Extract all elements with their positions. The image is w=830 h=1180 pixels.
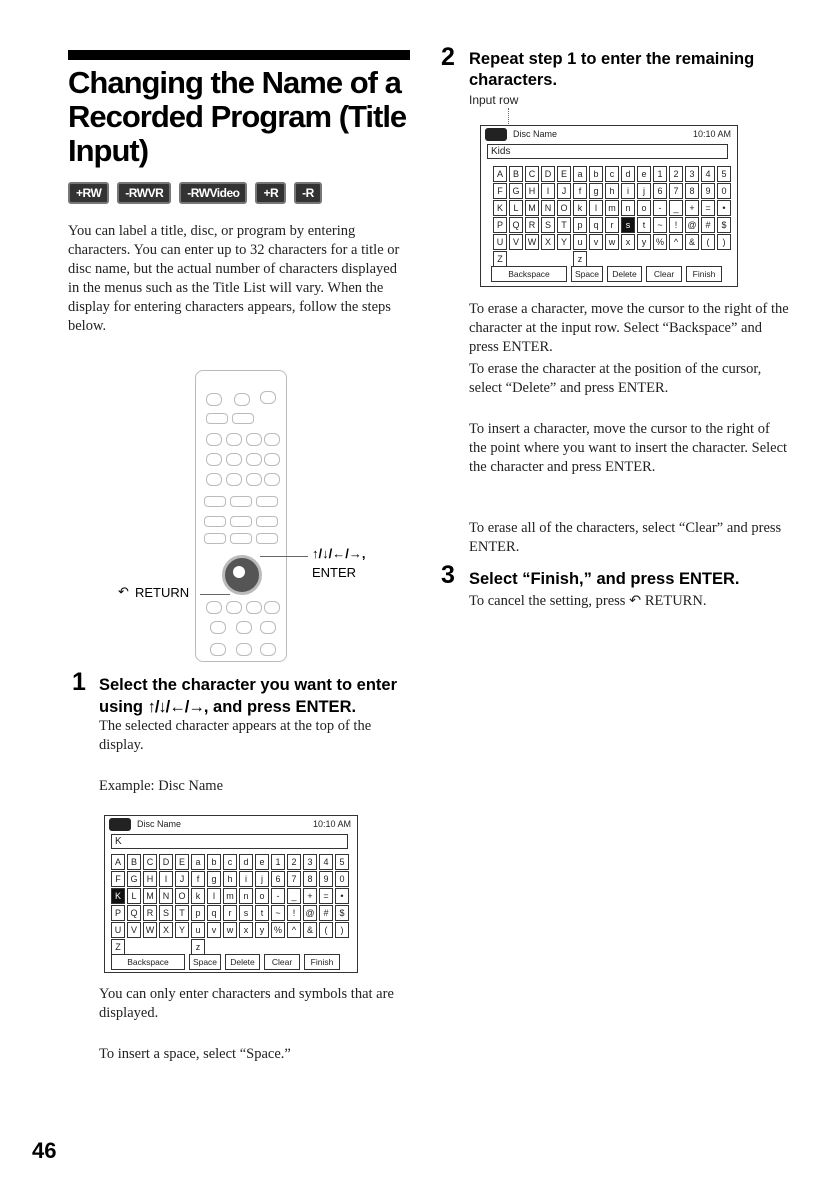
character-key[interactable]: 0 <box>335 871 349 887</box>
character-key[interactable]: _ <box>287 888 301 904</box>
character-key[interactable]: S <box>541 217 555 233</box>
remote-button-icon <box>232 413 254 424</box>
character-key[interactable]: F <box>111 871 125 887</box>
character-key[interactable]: $ <box>717 217 731 233</box>
character-key[interactable]: Y <box>175 922 189 938</box>
character-key[interactable]: ! <box>669 217 683 233</box>
character-key[interactable]: E <box>175 854 189 870</box>
character-key[interactable]: L <box>509 200 523 216</box>
character-key[interactable]: 8 <box>685 183 699 199</box>
character-key[interactable]: T <box>557 217 571 233</box>
character-key[interactable]: Y <box>557 234 571 250</box>
character-key[interactable]: W <box>143 922 157 938</box>
disc-name-screen-example <box>104 815 358 973</box>
character-key[interactable]: g <box>589 183 603 199</box>
character-key[interactable]: % <box>271 922 285 938</box>
character-key[interactable]: = <box>319 888 333 904</box>
character-key[interactable]: # <box>701 217 715 233</box>
character-key[interactable]: h <box>605 183 619 199</box>
character-key[interactable]: 1 <box>653 166 667 182</box>
enter-button-icon <box>233 566 245 578</box>
character-key[interactable]: Z <box>111 939 125 955</box>
character-key[interactable]: b <box>589 166 603 182</box>
character-key[interactable]: n <box>621 200 635 216</box>
step-1-number: 1 <box>72 668 86 696</box>
arrows-enter-callout: ↑/↓/←/→, <box>312 546 366 561</box>
section-rule <box>68 50 410 60</box>
character-key[interactable]: q <box>589 217 603 233</box>
remote-button-icon <box>230 496 252 507</box>
character-key[interactable]: p <box>191 905 205 921</box>
character-key[interactable]: = <box>701 200 715 216</box>
character-key[interactable]: o <box>255 888 269 904</box>
character-key[interactable]: B <box>127 854 141 870</box>
character-grid <box>493 166 731 267</box>
finish-button[interactable]: Finish <box>304 954 340 970</box>
disc-type-badges <box>68 182 322 204</box>
backspace-button[interactable]: Backspace <box>111 954 185 970</box>
character-key[interactable]: ! <box>287 905 301 921</box>
return-callout: RETURN <box>135 585 190 600</box>
character-key[interactable]: J <box>175 871 189 887</box>
character-key[interactable]: R <box>143 905 157 921</box>
character-key[interactable]: & <box>685 234 699 250</box>
character-key[interactable]: ~ <box>653 217 667 233</box>
character-key[interactable]: • <box>717 200 731 216</box>
character-key[interactable]: j <box>255 871 269 887</box>
character-key[interactable]: 4 <box>319 854 333 870</box>
step-2-heading: Repeat step 1 to enter the remaining characters. <box>469 50 755 89</box>
character-key[interactable]: 9 <box>701 183 715 199</box>
intro-paragraph: You can label a title, disc, or program by entering characters. You can enter up to 32 characters for a title or disc name, but the actual number of characters displayed in the menus such as the Title List will vary. When the display for entering characters appears, follow the steps below. <box>68 223 400 334</box>
badge-plus-rw: +RW <box>68 182 109 204</box>
character-key[interactable]: 5 <box>335 854 349 870</box>
character-key[interactable]: V <box>127 922 141 938</box>
character-key[interactable]: J <box>557 183 571 199</box>
step-1-heading-suffix: , and press ENTER. <box>203 698 357 716</box>
remote-button-icon <box>206 473 222 486</box>
character-key[interactable]: u <box>573 234 587 250</box>
remote-button-icon <box>246 433 262 446</box>
character-key[interactable]: A <box>111 854 125 870</box>
character-key[interactable]: g <box>207 871 221 887</box>
character-key[interactable]: # <box>319 905 333 921</box>
character-key[interactable]: r <box>605 217 619 233</box>
remote-button-icon <box>206 453 222 466</box>
character-key[interactable]: 2 <box>287 854 301 870</box>
step-1-body: The selected character appears at the top of the display. <box>99 718 372 753</box>
page-title: Changing the Name of a Recorded Program (Title Input) <box>68 65 407 168</box>
character-key[interactable]: O <box>175 888 189 904</box>
remote-button-icon <box>260 621 276 634</box>
character-key[interactable]: H <box>143 871 157 887</box>
badge-minus-r: -R <box>294 182 322 204</box>
character-key[interactable]: t <box>637 217 651 233</box>
character-key[interactable]: l <box>589 200 603 216</box>
character-key[interactable]: & <box>303 922 317 938</box>
remote-button-icon <box>210 621 226 634</box>
character-key[interactable]: 8 <box>303 871 317 887</box>
character-key[interactable]: z <box>573 251 587 267</box>
character-key[interactable]: 5 <box>717 166 731 182</box>
character-key[interactable]: H <box>525 183 539 199</box>
character-key[interactable]: o <box>637 200 651 216</box>
badge-plus-r: +R <box>255 182 286 204</box>
clear-button[interactable]: Clear <box>646 266 682 282</box>
character-key[interactable]: s <box>239 905 253 921</box>
character-key[interactable]: G <box>127 871 141 887</box>
remote-button-icon <box>204 533 226 544</box>
character-key[interactable]: Z <box>493 251 507 267</box>
space-button[interactable]: Space <box>571 266 603 282</box>
character-key[interactable]: - <box>653 200 667 216</box>
remote-button-icon <box>226 601 242 614</box>
remote-button-icon <box>264 453 280 466</box>
character-key[interactable]: m <box>605 200 619 216</box>
step-2-delete-paragraph: To erase the character at the position of the cursor, select “Delete” and press ENTER. <box>469 361 762 396</box>
character-key[interactable]: C <box>143 854 157 870</box>
character-key[interactable]: y <box>637 234 651 250</box>
character-key[interactable]: 0 <box>717 183 731 199</box>
character-key[interactable]: ^ <box>287 922 301 938</box>
character-key[interactable]: @ <box>303 905 317 921</box>
osd-title: Disc Name <box>137 819 182 829</box>
step-2-insert-paragraph: To insert a character, move the cursor to the right of the point where you want to insert the character. Select the character and press ENTER. <box>469 421 788 475</box>
character-key[interactable]: X <box>541 234 555 250</box>
character-key[interactable]: d <box>621 166 635 182</box>
character-key[interactable]: W <box>525 234 539 250</box>
character-key[interactable]: u <box>191 922 205 938</box>
remote-button-icon <box>256 516 278 527</box>
remote-button-icon <box>264 473 280 486</box>
character-key[interactable]: ^ <box>669 234 683 250</box>
character-key[interactable]: P <box>111 905 125 921</box>
function-buttons <box>491 266 722 282</box>
remote-button-icon <box>246 473 262 486</box>
character-key[interactable]: K <box>493 200 507 216</box>
step-1-heading-line1: Select the character you want to enter <box>99 676 398 694</box>
step-1-heading-line2 <box>99 697 419 718</box>
character-key[interactable]: x <box>239 922 253 938</box>
character-key[interactable]: e <box>255 854 269 870</box>
remote-button-icon <box>226 453 242 466</box>
step-2-number: 2 <box>441 43 455 71</box>
remote-control-illustration <box>195 370 287 662</box>
character-key[interactable]: z <box>191 939 205 955</box>
character-key[interactable]: + <box>303 888 317 904</box>
character-key[interactable]: ( <box>319 922 333 938</box>
character-key[interactable]: D <box>159 854 173 870</box>
character-key[interactable]: q <box>207 905 221 921</box>
character-key[interactable]: % <box>653 234 667 250</box>
character-key[interactable]: d <box>239 854 253 870</box>
clear-button[interactable]: Clear <box>264 954 300 970</box>
character-key[interactable]: b <box>207 854 221 870</box>
character-key[interactable]: D <box>541 166 555 182</box>
character-key[interactable]: 6 <box>653 183 667 199</box>
remote-button-icon <box>210 643 226 656</box>
character-key[interactable]: r <box>223 905 237 921</box>
character-key[interactable]: 9 <box>319 871 333 887</box>
remote-button-icon <box>234 393 250 406</box>
character-key[interactable]: h <box>223 871 237 887</box>
character-key[interactable]: p <box>573 217 587 233</box>
character-key[interactable]: m <box>223 888 237 904</box>
character-key[interactable]: y <box>255 922 269 938</box>
input-row: K <box>111 834 348 849</box>
character-key[interactable]: N <box>541 200 555 216</box>
remote-button-icon <box>246 601 262 614</box>
arrow-keys-icon: ↑/↓/←/→ <box>147 698 204 716</box>
remote-button-icon <box>236 643 252 656</box>
character-key[interactable]: - <box>271 888 285 904</box>
character-key[interactable]: n <box>239 888 253 904</box>
delete-button[interactable]: Delete <box>607 266 642 282</box>
remote-button-icon <box>256 496 278 507</box>
return-icon: ↶ <box>118 584 129 599</box>
osd-header <box>109 818 353 832</box>
osd-title: Disc Name <box>513 129 558 139</box>
character-key[interactable]: ( <box>701 234 715 250</box>
character-key[interactable]: F <box>493 183 507 199</box>
delete-button[interactable]: Delete <box>225 954 260 970</box>
dvd-logo-icon <box>109 818 131 831</box>
character-key[interactable]: c <box>605 166 619 182</box>
character-key[interactable]: O <box>557 200 571 216</box>
finish-button[interactable]: Finish <box>686 266 722 282</box>
character-key[interactable]: P <box>493 217 507 233</box>
character-key[interactable]: v <box>207 922 221 938</box>
character-key[interactable]: Q <box>127 905 141 921</box>
remote-button-icon <box>206 433 222 446</box>
character-key[interactable]: 1 <box>271 854 285 870</box>
step-1-heading-prefix: using <box>99 698 148 716</box>
character-key[interactable]: 7 <box>287 871 301 887</box>
character-key[interactable]: i <box>621 183 635 199</box>
step-3-heading: Select “Finish,” and press ENTER. <box>469 570 740 588</box>
step-2-backspace-paragraph: To erase a character, move the cursor to the right of the character at the input row. Select “Backspace” and press ENTER. <box>469 301 789 355</box>
character-key[interactable]: f <box>191 871 205 887</box>
remote-button-icon <box>264 601 280 614</box>
remote-button-icon <box>226 433 242 446</box>
character-key[interactable]: 4 <box>701 166 715 182</box>
step-2-clear-paragraph: To erase all of the characters, select “Clear” and press ENTER. <box>469 520 782 555</box>
remote-button-icon <box>260 391 276 404</box>
character-key[interactable]: S <box>159 905 173 921</box>
badge-rw-vr: -RWVR <box>117 182 171 204</box>
callout-leader <box>200 594 230 595</box>
step-1-example-label: Example: Disc Name <box>99 778 224 794</box>
input-row-callout: Input row <box>469 93 519 107</box>
space-button[interactable]: Space <box>189 954 221 970</box>
step-1-note-space: To insert a space, select “Space.” <box>99 1046 291 1062</box>
remote-button-icon <box>230 516 252 527</box>
remote-button-icon <box>264 433 280 446</box>
character-key[interactable]: + <box>685 200 699 216</box>
character-key[interactable]: I <box>159 871 173 887</box>
callout-leader <box>260 556 308 557</box>
character-key[interactable]: L <box>127 888 141 904</box>
character-key[interactable]: j <box>637 183 651 199</box>
step-3-number: 3 <box>441 561 455 589</box>
character-key[interactable]: w <box>605 234 619 250</box>
character-key[interactable]: ) <box>717 234 731 250</box>
remote-button-icon <box>260 643 276 656</box>
disc-name-screen-kids <box>480 125 738 287</box>
character-key[interactable]: ) <box>335 922 349 938</box>
osd-header <box>485 128 733 142</box>
character-key[interactable]: I <box>541 183 555 199</box>
osd-clock: 10:10 AM <box>312 819 351 829</box>
function-buttons <box>111 954 340 970</box>
character-key[interactable]: 6 <box>271 871 285 887</box>
character-key[interactable]: A <box>493 166 507 182</box>
character-key[interactable]: w <box>223 922 237 938</box>
character-key[interactable]: x <box>621 234 635 250</box>
character-key[interactable]: R <box>525 217 539 233</box>
step-3-body: To cancel the setting, press ↶ RETURN. <box>469 593 707 609</box>
character-key[interactable]: 3 <box>685 166 699 182</box>
character-key[interactable]: e <box>637 166 651 182</box>
character-key[interactable]: M <box>525 200 539 216</box>
character-key[interactable]: E <box>557 166 571 182</box>
remote-button-icon <box>246 453 262 466</box>
remote-button-icon <box>206 393 222 406</box>
character-key[interactable]: B <box>509 166 523 182</box>
remote-button-icon <box>204 516 226 527</box>
backspace-button[interactable]: Backspace <box>491 266 567 282</box>
remote-button-icon <box>236 621 252 634</box>
character-key[interactable]: v <box>589 234 603 250</box>
character-key[interactable]: k <box>573 200 587 216</box>
character-key[interactable]: N <box>159 888 173 904</box>
character-key[interactable]: 3 <box>303 854 317 870</box>
character-key[interactable]: @ <box>685 217 699 233</box>
character-key[interactable]: a <box>191 854 205 870</box>
character-key[interactable]: k <box>191 888 205 904</box>
character-key[interactable]: K <box>111 888 125 904</box>
badge-rw-video: -RWVideo <box>179 182 247 204</box>
character-key[interactable]: U <box>111 922 125 938</box>
character-key[interactable]: t <box>255 905 269 921</box>
remote-button-icon <box>206 601 222 614</box>
character-grid <box>111 854 349 955</box>
remote-button-icon <box>230 533 252 544</box>
character-key[interactable]: $ <box>335 905 349 921</box>
character-key[interactable]: Q <box>509 217 523 233</box>
enter-callout: ENTER <box>312 565 357 580</box>
character-key[interactable]: T <box>175 905 189 921</box>
osd-clock: 10:10 AM <box>692 129 731 139</box>
character-key[interactable]: U <box>493 234 507 250</box>
step-1-note-characters: You can only enter characters and symbols that are displayed. <box>99 986 394 1021</box>
character-key[interactable]: l <box>207 888 221 904</box>
character-key[interactable]: _ <box>669 200 683 216</box>
character-key[interactable]: ~ <box>271 905 285 921</box>
character-key[interactable]: G <box>509 183 523 199</box>
remote-button-icon <box>226 473 242 486</box>
character-key[interactable]: s <box>621 217 635 233</box>
dvd-logo-icon <box>485 128 507 141</box>
remote-button-icon <box>206 413 228 424</box>
character-key[interactable]: M <box>143 888 157 904</box>
character-key[interactable]: a <box>573 166 587 182</box>
character-key[interactable]: • <box>335 888 349 904</box>
character-key[interactable]: V <box>509 234 523 250</box>
character-key[interactable]: X <box>159 922 173 938</box>
character-key[interactable]: C <box>525 166 539 182</box>
remote-button-icon <box>204 496 226 507</box>
page-number: 46 <box>32 1138 57 1163</box>
character-key[interactable]: f <box>573 183 587 199</box>
character-key[interactable]: i <box>239 871 253 887</box>
character-key[interactable]: 2 <box>669 166 683 182</box>
remote-button-icon <box>256 533 278 544</box>
character-key[interactable]: c <box>223 854 237 870</box>
input-row: Kids <box>487 144 728 159</box>
character-key[interactable]: 7 <box>669 183 683 199</box>
